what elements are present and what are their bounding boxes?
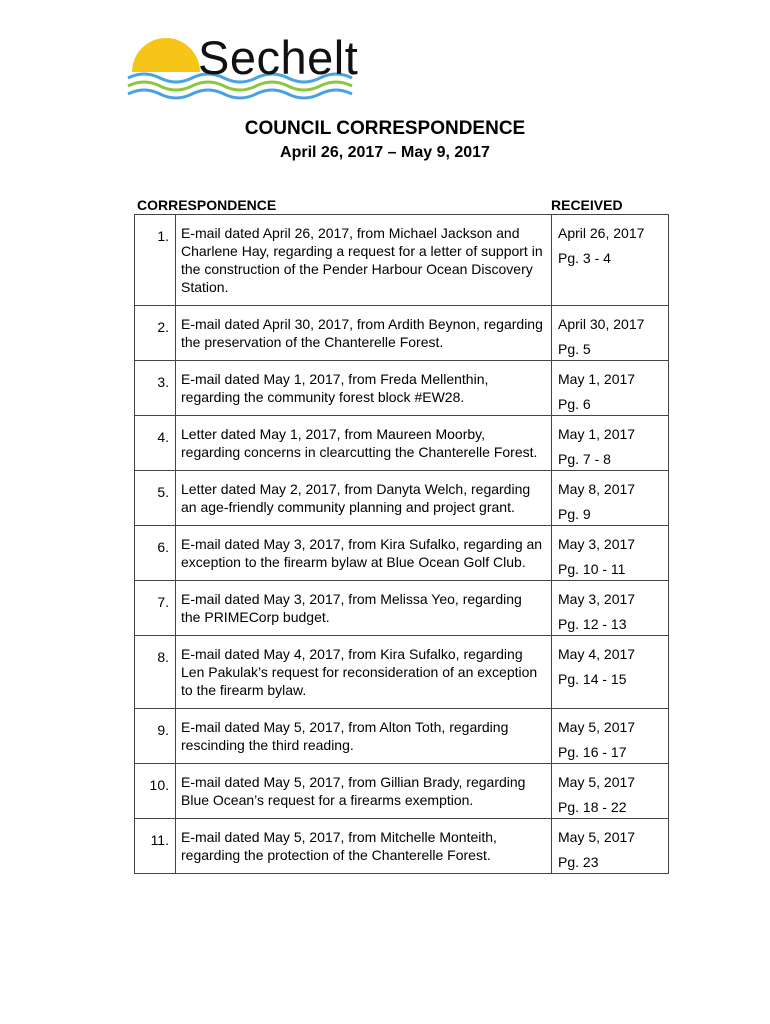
received-date: May 4, 2017 [558,646,636,662]
correspondence-header: CORRESPONDENCE [137,197,277,213]
received-date: May 1, 2017 [558,371,636,387]
item-number: 9. [135,709,176,764]
item-received [552,764,669,819]
item-number: 11. [135,819,176,874]
table-row [135,306,669,361]
item-number: 10. [135,764,176,819]
item-number: 2. [135,306,176,361]
item-description: E-mail dated April 26, 2017, from Michael Jackson and Charlene Hay, regarding a request for a letter of support in the construction of the Pender Harbour Ocean Discovery Station. [176,215,552,306]
page-reference: Pg. 18 - 22 [558,799,627,815]
received-date: April 30, 2017 [558,316,645,332]
item-description: E-mail dated May 5, 2017, from Mitchelle Monteith, regarding the protection of the Chanterelle Forest. [176,819,552,874]
item-description: E-mail dated May 3, 2017, from Kira Sufalko, regarding an exception to the firearm bylaw at Blue Ocean Golf Club. [176,526,552,581]
item-received [552,709,669,764]
received-date: May 8, 2017 [558,481,636,497]
item-description: E-mail dated May 5, 2017, from Gillian Brady, regarding Blue Ocean’s request for a firearms exemption. [176,764,552,819]
table-row [135,416,669,471]
page-reference: Pg. 14 - 15 [558,671,627,687]
sechelt-logo [126,31,376,109]
received-date: April 26, 2017 [558,225,645,241]
item-description: E-mail dated May 4, 2017, from Kira Sufalko, regarding Len Pakulak’s request for reconsideration of an exception to the firearm bylaw. [176,636,552,709]
item-received [552,526,669,581]
date-range: April 26, 2017 – May 9, 2017 [280,144,490,161]
page-reference: Pg. 23 [558,854,599,870]
received-date: May 3, 2017 [558,591,636,607]
item-number: 4. [135,416,176,471]
item-description: Letter dated May 2, 2017, from Danyta Welch, regarding an age-friendly community planning and project grant. [176,471,552,526]
page-title: COUNCIL CORRESPONDENCE [244,118,526,139]
page-reference: Pg. 7 - 8 [558,451,611,467]
page-reference: Pg. 10 - 11 [558,561,626,577]
correspondence-table [134,214,669,874]
item-received [552,306,669,361]
item-received [552,416,669,471]
item-received [552,471,669,526]
table-row [135,819,669,874]
received-date: May 5, 2017 [558,774,636,790]
table-row [135,636,669,709]
table-row [135,764,669,819]
item-received [552,361,669,416]
received-date: May 3, 2017 [558,536,636,552]
item-description: E-mail dated May 3, 2017, from Melissa Yeo, regarding the PRIMECorp budget. [176,581,552,636]
table-row [135,215,669,306]
item-description: E-mail dated May 1, 2017, from Freda Mellenthin, regarding the community forest block #EW28. [176,361,552,416]
table-row [135,361,669,416]
page-reference: Pg. 16 - 17 [558,744,627,760]
item-number: 8. [135,636,176,709]
table-row [135,526,669,581]
table-row [135,709,669,764]
item-number: 3. [135,361,176,416]
item-received [552,215,669,306]
page-reference: Pg. 9 [558,506,591,522]
page-reference: Pg. 6 [558,396,591,412]
item-description: E-mail dated May 5, 2017, from Alton Toth, regarding rescinding the third reading. [176,709,552,764]
table-row [135,471,669,526]
table-row [135,581,669,636]
received-header: RECEIVED [551,197,623,213]
received-date: May 1, 2017 [558,426,636,442]
item-received [552,819,669,874]
item-number: 7. [135,581,176,636]
item-received [552,581,669,636]
item-description: Letter dated May 1, 2017, from Maureen Moorby, regarding concerns in clearcutting the Chanterelle Forest. [176,416,552,471]
page-reference: Pg. 3 - 4 [558,250,611,266]
page-reference: Pg. 12 - 13 [558,616,627,632]
item-number: 1. [135,215,176,306]
received-date: May 5, 2017 [558,719,636,735]
page-reference: Pg. 5 [558,341,591,357]
item-number: 5. [135,471,176,526]
received-date: May 5, 2017 [558,829,636,845]
item-number: 6. [135,526,176,581]
item-received [552,636,669,709]
item-description: E-mail dated April 30, 2017, from Ardith Beynon, regarding the preservation of the Chanterelle Forest. [176,306,552,361]
logo-wordmark: Sechelt [198,31,359,84]
